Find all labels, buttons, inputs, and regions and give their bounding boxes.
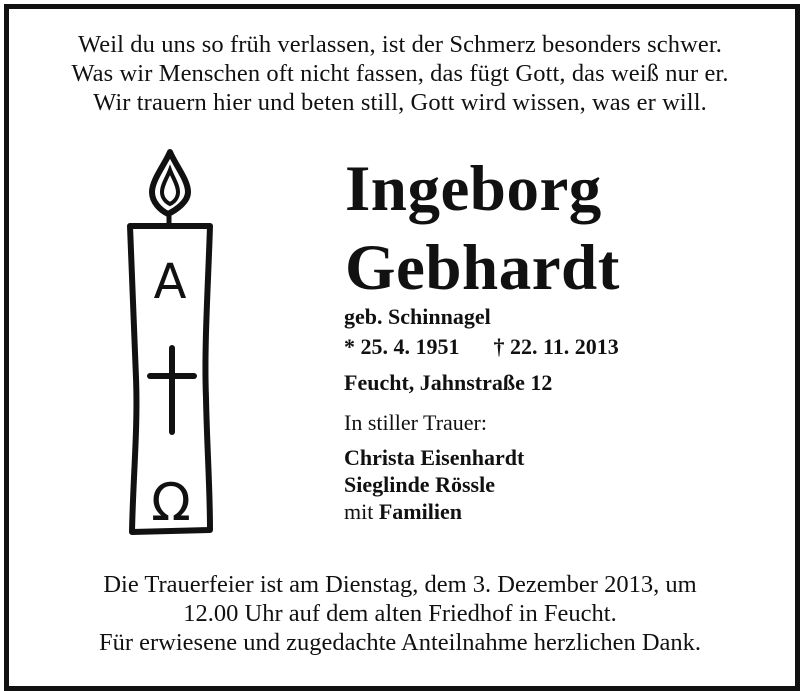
- mourner-name: Sieglinde Rössle: [344, 472, 495, 497]
- footer-line: Die Trauerfeier ist am Dienstag, dem 3. Dezember 2013, um: [103, 571, 697, 598]
- candle-icon: [118, 148, 228, 548]
- first-name: Ingeborg: [345, 153, 602, 225]
- deceased-name: [345, 150, 620, 308]
- verse-line: Was wir Menschen oft nicht fassen, das fügt Gott, das weiß nur er.: [71, 60, 729, 87]
- verse-line: Weil du uns so früh verlassen, ist der Schmerz besonders schwer.: [78, 31, 722, 58]
- memorial-verse: [0, 30, 800, 117]
- life-dates: [344, 332, 619, 362]
- funeral-info: [0, 570, 800, 657]
- families-word: Familien: [378, 499, 462, 524]
- footer-line: Für erwiesene und zugedachte Anteilnahme herzlichen Dank.: [98, 629, 702, 656]
- alpha-symbol: A: [153, 254, 187, 310]
- flame-inner: [162, 170, 178, 204]
- deceased-details: [344, 302, 619, 525]
- omega-symbol: Ω: [151, 473, 191, 533]
- birth-date: * 25. 4. 1951: [344, 334, 460, 359]
- last-name: Gebhardt: [345, 232, 620, 304]
- mourner-name: Christa Eisenhardt: [344, 445, 525, 470]
- verse-line: Wir trauern hier und beten still, Gott wird wissen, was er will.: [93, 89, 707, 116]
- mourning-intro: In stiller Trauer:: [344, 410, 487, 435]
- maiden-name: geb. Schinnagel: [344, 304, 491, 329]
- address: Feucht, Jahnstraße 12: [344, 370, 553, 395]
- death-date: † 22. 11. 2013: [493, 334, 619, 359]
- with-word: mit: [344, 499, 374, 524]
- families-line: [344, 498, 619, 525]
- footer-line: 12.00 Uhr auf dem alten Friedhof in Feucht.: [183, 600, 617, 627]
- mourners-list: [344, 444, 619, 525]
